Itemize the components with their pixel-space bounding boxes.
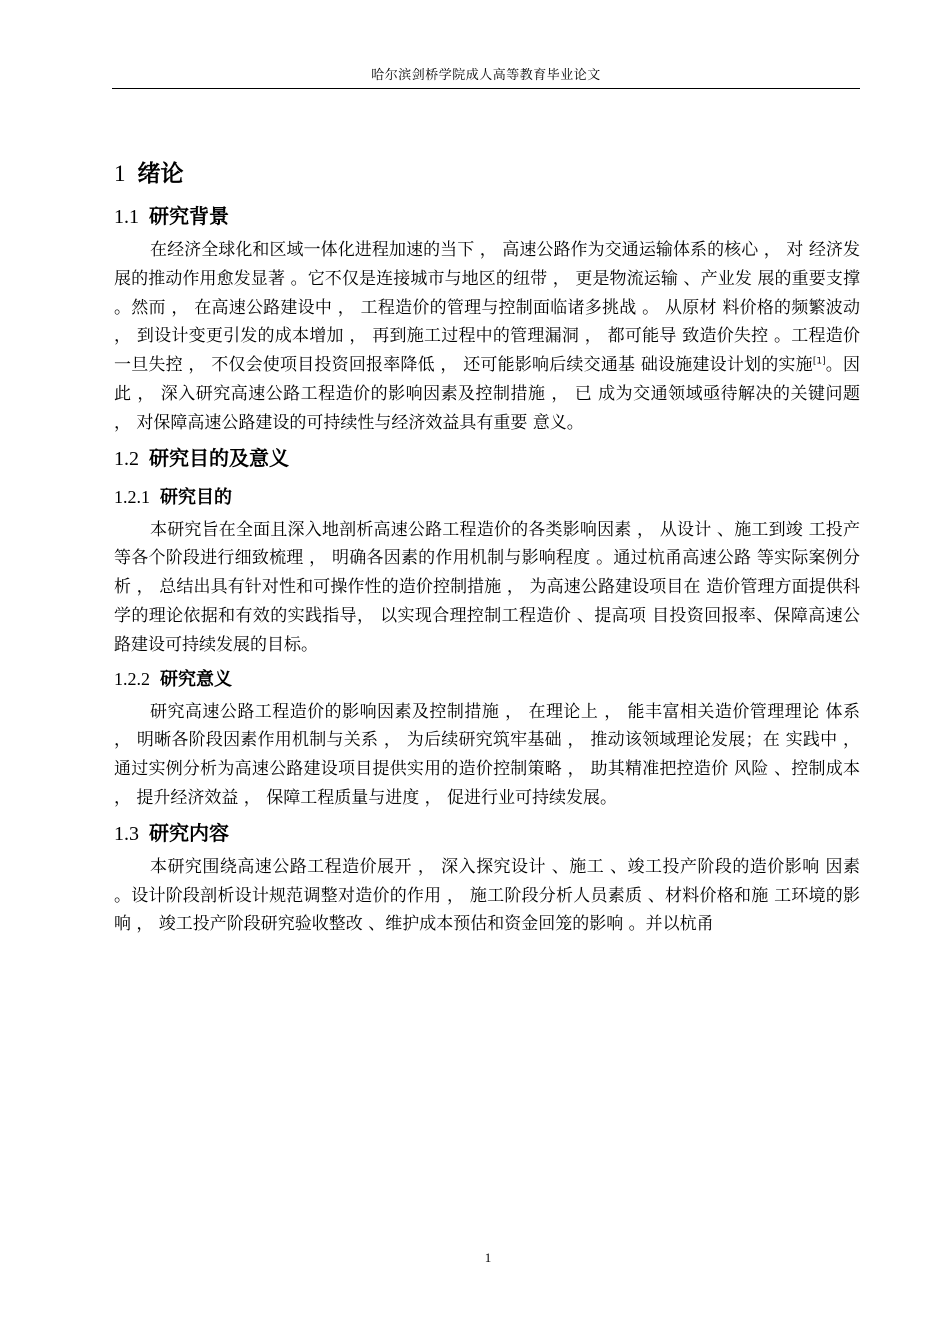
background-text: 在经济全球化和区域一体化进程加速的当下 ， 高速公路作为交通运输体系的核心 ， 对 经济发展的推动作用愈发显著 。它不仅是连接城市与地区的纽带 ， 更是物流运输 、产业发 展的重要支撑 。然而 ， 在高速公路建设中 ， 工程造价的管理与控制面临诸多挑战 。 从原材 料价格的频繁波动 ， 到设计变更引发的成本增加 ， 再到施工过程中的管理漏洞 ， 都可能导 致造价失控 。工程造价一旦失控 ， 不仅会使项目投资回报率降低 ， 还可能影响后续交通基 础设施建设计划的实施 — [114, 240, 860, 376]
chapter-number: 1 — [114, 161, 126, 186]
subsection-title: 研究意义 — [160, 668, 232, 690]
purpose-paragraph: 本研究旨在全面且深入地剖析高速公路工程造价的各类影响因素 ， 从设计 、施工到竣 工投产等各个阶段进行细致梳理 ， 明确各因素的作用机制与影响程度 。通过杭甬高速公路 等实际案例分析 ， 总结出具有针对性和可操作性的造价控制措施 ， 为高速公路建设项目在 造价管理方面提供科学的理论依据和有效的实践指导， 以实现合理控制工程造价 、提高项 目投资回报率、保障高速公路建设可持续发展的目标。 — [114, 519, 860, 655]
page-body — [114, 152, 860, 939]
section-title: 研究内容 — [149, 820, 229, 845]
content-paragraph: 本研究围绕高速公路工程造价展开 ， 深入探究设计 、施工 、竣工投产阶段的造价影响 因素 。设计阶段剖析设计规范调整对造价的作用 ， 施工阶段分析人员素质 、材料价格和施 工环境的影响 ， 竣工投产阶段研究验收整改 、维护成本预估和资金回笼的影响 。并以杭甬 — [114, 856, 860, 935]
section-title: 研究目的及意义 — [149, 445, 289, 470]
chapter-title: 绪论 — [137, 161, 184, 187]
section-number: 1.2 — [114, 447, 139, 470]
subsection-number: 1.2.1 — [114, 486, 150, 507]
chapter-heading — [114, 152, 860, 196]
significance-paragraph: 研究高速公路工程造价的影响因素及控制措施 ， 在理论上 ， 能丰富相关造价管理理论 体系 ， 明晰各阶段因素作用机制与关系 ， 为后续研究筑牢基础 ， 推动该领域理论发展；在 实践中 ， 通过实例分析为高速公路建设项目提供实用的造价控制策略 ， 助其精准把控造价 风险 、控制成本 ， 提升经济效益 ， 保障工程质量与进度 ， 促进行业可持续发展。 — [114, 701, 860, 808]
citation-ref: [1] — [812, 356, 826, 367]
background-text-continued: 。因此 ， 深入研究高速公路工程造价的影响因素及控制措施 ， 已 成为交通领域亟待解决的关键问题 ， 对保障高速公路建设的可持续性与经济效益具有重要 意义。 — [114, 355, 860, 433]
section-number: 1.1 — [114, 206, 139, 228]
section-title: 研究背景 — [149, 204, 229, 228]
section-heading-1-1 — [114, 196, 860, 236]
background-paragraph — [114, 236, 860, 438]
subsection-title: 研究目的 — [160, 486, 232, 508]
section-heading-1-3 — [114, 813, 860, 853]
page-number: 1 — [484, 1250, 492, 1265]
header-rule — [112, 88, 860, 89]
subsection-heading-1-2-1 — [114, 478, 860, 516]
subsection-number: 1.2.2 — [114, 668, 150, 689]
running-header: 哈尔滨剑桥学院成人高等教育毕业论文 — [371, 68, 601, 83]
section-number: 1.3 — [114, 822, 139, 845]
section-heading-1-2 — [114, 438, 860, 478]
subsection-heading-1-2-2 — [114, 660, 860, 698]
